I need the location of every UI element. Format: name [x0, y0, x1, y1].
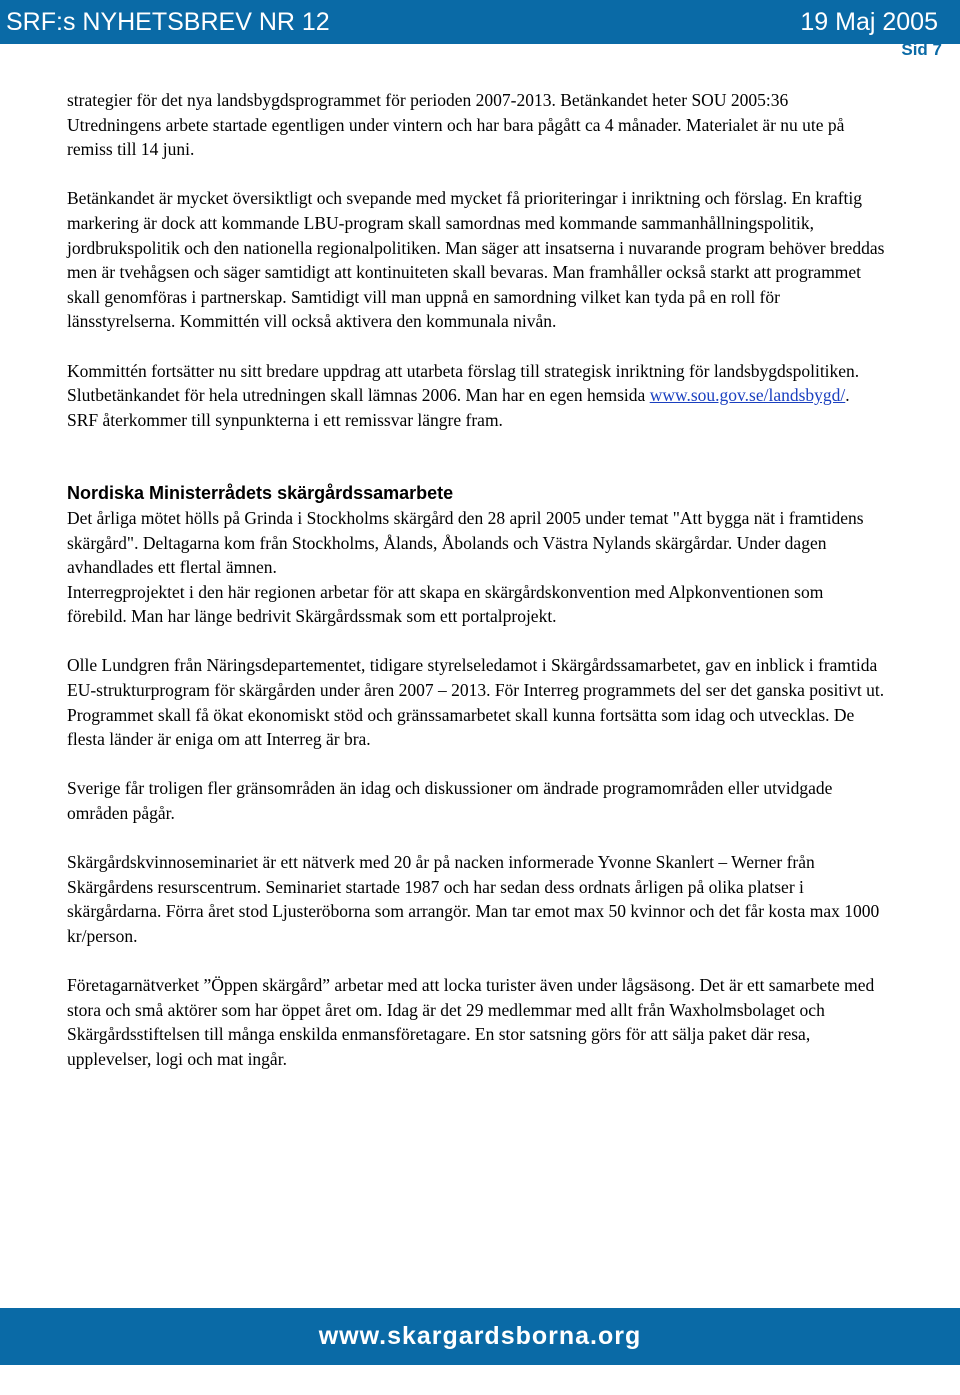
paragraph-assessment: Betänkandet är mycket översiktligt och svepande med mycket få prioriteringar i inriktning och förslag. En kraftig markering är dock att kommande LBU-program skall samordnas med kommande sammanhållningspolitik, jordbrukspolitik och den nationella regionalpolitiken. Man säger att insatserna i nuvarande program behöver breddas men är tvehågsen och säger samtidigt att kontinuiteten skall bevaras. Man framhåller också starkt att programmet skall genomföras i partnerskap. Samtidigt vill man uppnå en samordning vilket kan tyda på en roll för länsstyrelserna. Kommittén vill också aktivera den kommunala nivån. [67, 188, 885, 332]
issue-date: 19 Maj 2005 [800, 8, 938, 36]
newsletter-title: SRF:s NYHETSBREV NR 12 [6, 8, 330, 36]
paragraph-srf-response: SRF återkommer till synpunkterna i ett remissvar längre fram. [67, 409, 503, 430]
paragraph-women-seminar: Skärgårdskvinnoseminariet är ett nätverk med 20 år på nacken informerade Yvonne Skanlert – Werner från Skärgårdens resurscentrum. Seminariet startade 1987 och har sedan dess ordnats årligen på olika platser i skärgårdarna. Förra året stod Ljusteröborna som arrangör. Man tar emot max 50 kvinnor och det får kosta max 1000 kr/person. [67, 852, 880, 946]
committee-text: Kommittén fortsätter nu sitt bredare uppdrag att utarbeta förslag till strategisk inriktning för landsbygdspolitiken. Slutbetänkandet för hela utredningen skall lämnas 2006. Man har en egen hemsida [67, 360, 860, 406]
footer-url[interactable]: www.skargardsborna.org [318, 1322, 642, 1350]
newsletter-header [0, 0, 960, 44]
article-body [67, 88, 887, 1072]
page-number: Sid 7 [901, 40, 942, 59]
paragraph-committee [67, 359, 887, 408]
paragraph-border-areas: Sverige får troligen fler gränsområden än idag och diskussioner om ändrade programområden eller utvidgade områden pågår. [67, 778, 833, 824]
paragraph-interreg-project: Interregprojektet i den här regionen arbetar för att skapa en skärgårdskonvention med Alpkonventionen som förebild. Man har länge bedrivit Skärgårdssmak som ett portalprojekt. [67, 581, 824, 627]
section-heading: Nordiska Ministerrådets skärgårdssamarbete [67, 483, 454, 504]
paragraph-meeting: Det årliga mötet hölls på Grinda i Stockholms skärgård den 28 april 2005 under temat "Att bygga nät i framtidens skärgård". Deltagarna kom från Stockholms, Ålands, Åbolands och Västra Nylands skärgårdar. Under dagen avhandlades ett flertal ämnen. [67, 507, 864, 578]
paragraph-intro: strategier för det nya landsbygdsprogrammet för perioden 2007-2013. Betänkandet heter SOU 2005:36 [67, 90, 789, 110]
sou-website-link[interactable]: www.sou.gov.se/landsbygd/ [649, 385, 846, 406]
committee-period: . [845, 385, 850, 406]
paragraph-eu-programs: Olle Lundgren från Näringsdepartementet, tidigare styrelseledamot i Skärgårdssamarbetet, gav en inblick i framtida EU-strukturprogram för skärgården under åren 2007 – 2013. För Interreg programmets del ser det ganska positivt ut. Programmet skall få ökat ekonomiskt stöd och gränssamarbetet skall kunna fortsätta som idag och utvecklas. De flesta länder är eniga om att Interreg är bra. [67, 655, 885, 750]
paragraph-intro-2: Utredningens arbete startade egentligen under vintern och har bara pågått ca 4 månader. Materialet är nu ute på remiss till 14 juni. [67, 114, 845, 160]
paragraph-open-archipelago: Företagarnätverket ”Öppen skärgård” arbetar med att locka turister även under lågsäsong. Det är ett samarbete med stora och små aktörer som har öppet året om. Idag är det 29 medlemmar med allt från Waxholmsbolaget och Skärgårdsstiftelsen till många enskilda enmansföretagare. En stor satsning görs för att sälja paket där resa, upplevelser, logi och mat ingår. [67, 975, 875, 1069]
footer-bar [0, 1308, 960, 1365]
